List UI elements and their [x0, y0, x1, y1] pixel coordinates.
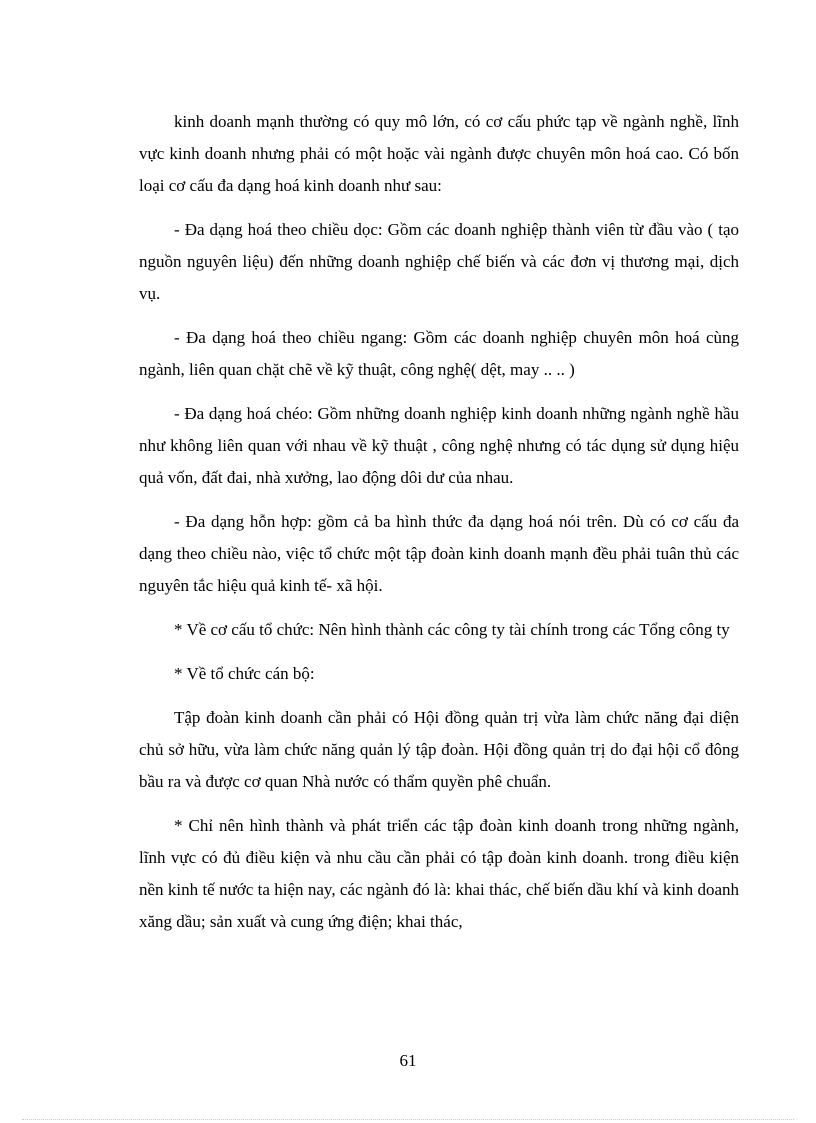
paragraph-industries: * Chỉ nên hình thành và phát triển các tập đoàn kinh doanh trong những ngành, lĩnh vực có đủ điều kiện và nhu cầu cần phải có tập đoàn kinh doanh. trong điều kiện nền kinh tế nước ta hiện nay, các ngành đó là: khai thác, chế biến dầu khí và kinh doanh xăng dầu; sản xuất và cung ứng điện; khai thác,	[139, 816, 739, 931]
paragraph-personnel-heading: * Về tổ chức cán bộ:	[174, 664, 315, 683]
paragraph-horizontal-diversification: - Đa dạng hoá theo chiều ngang: Gồm các doanh nghiệp chuyên môn hoá cùng ngành, liên quan chặt chẽ về kỹ thuật, công nghệ( dệt, may .. .. )	[139, 328, 739, 379]
paragraph-vertical-diversification: - Đa dạng hoá theo chiều dọc: Gồm các doanh nghiệp thành viên từ đầu vào ( tạo nguồn nguyên liệu) đến những doanh nghiệp chế biến và các đơn vị thương mại, dịch vụ.	[139, 220, 739, 303]
paragraph-intro: kinh doanh mạnh thường có quy mô lớn, có cơ cấu phức tạp về ngành nghề, lĩnh vực kinh doanh nhưng phải có một hoặc vài ngành được chuyên môn hoá cao. Có bốn loại cơ cấu đa dạng hoá kinh doanh như sau:	[139, 112, 739, 195]
paragraph-organizational-structure: * Về cơ cấu tổ chức: Nên hình thành các công ty tài chính trong các Tổng công ty	[174, 620, 730, 639]
page-number: 61	[399, 1051, 417, 1070]
paragraph-mixed-diversification: - Đa dạng hỗn hợp: gồm cả ba hình thức đa dạng hoá nói trên. Dù có cơ cấu đa dạng theo chiều nào, việc tổ chức một tập đoàn kinh doanh mạnh đều phải tuân thủ các nguyên tắc hiệu quả kinh tế- xã hội.	[139, 512, 739, 595]
paragraph-board-of-directors: Tập đoàn kinh doanh cần phải có Hội đồng quản trị vừa làm chức năng đại diện chủ sở hữu, vừa làm chức năng quản lý tập đoàn. Hội đồng quản trị do đại hội cổ đông bầu ra và được cơ quan Nhà nước có thẩm quyền phê chuẩn.	[139, 708, 739, 791]
paragraph-cross-diversification: - Đa dạng hoá chéo: Gồm những doanh nghiệp kinh doanh những ngành nghề hầu như không liên quan với nhau về kỹ thuật , công nghệ nhưng có tác dụng sử dụng hiệu quả vốn, đất đai, nhà xưởng, lao động dôi dư của nhau.	[139, 404, 739, 487]
body-text	[139, 106, 739, 950]
page-bottom-divider	[22, 1119, 794, 1120]
